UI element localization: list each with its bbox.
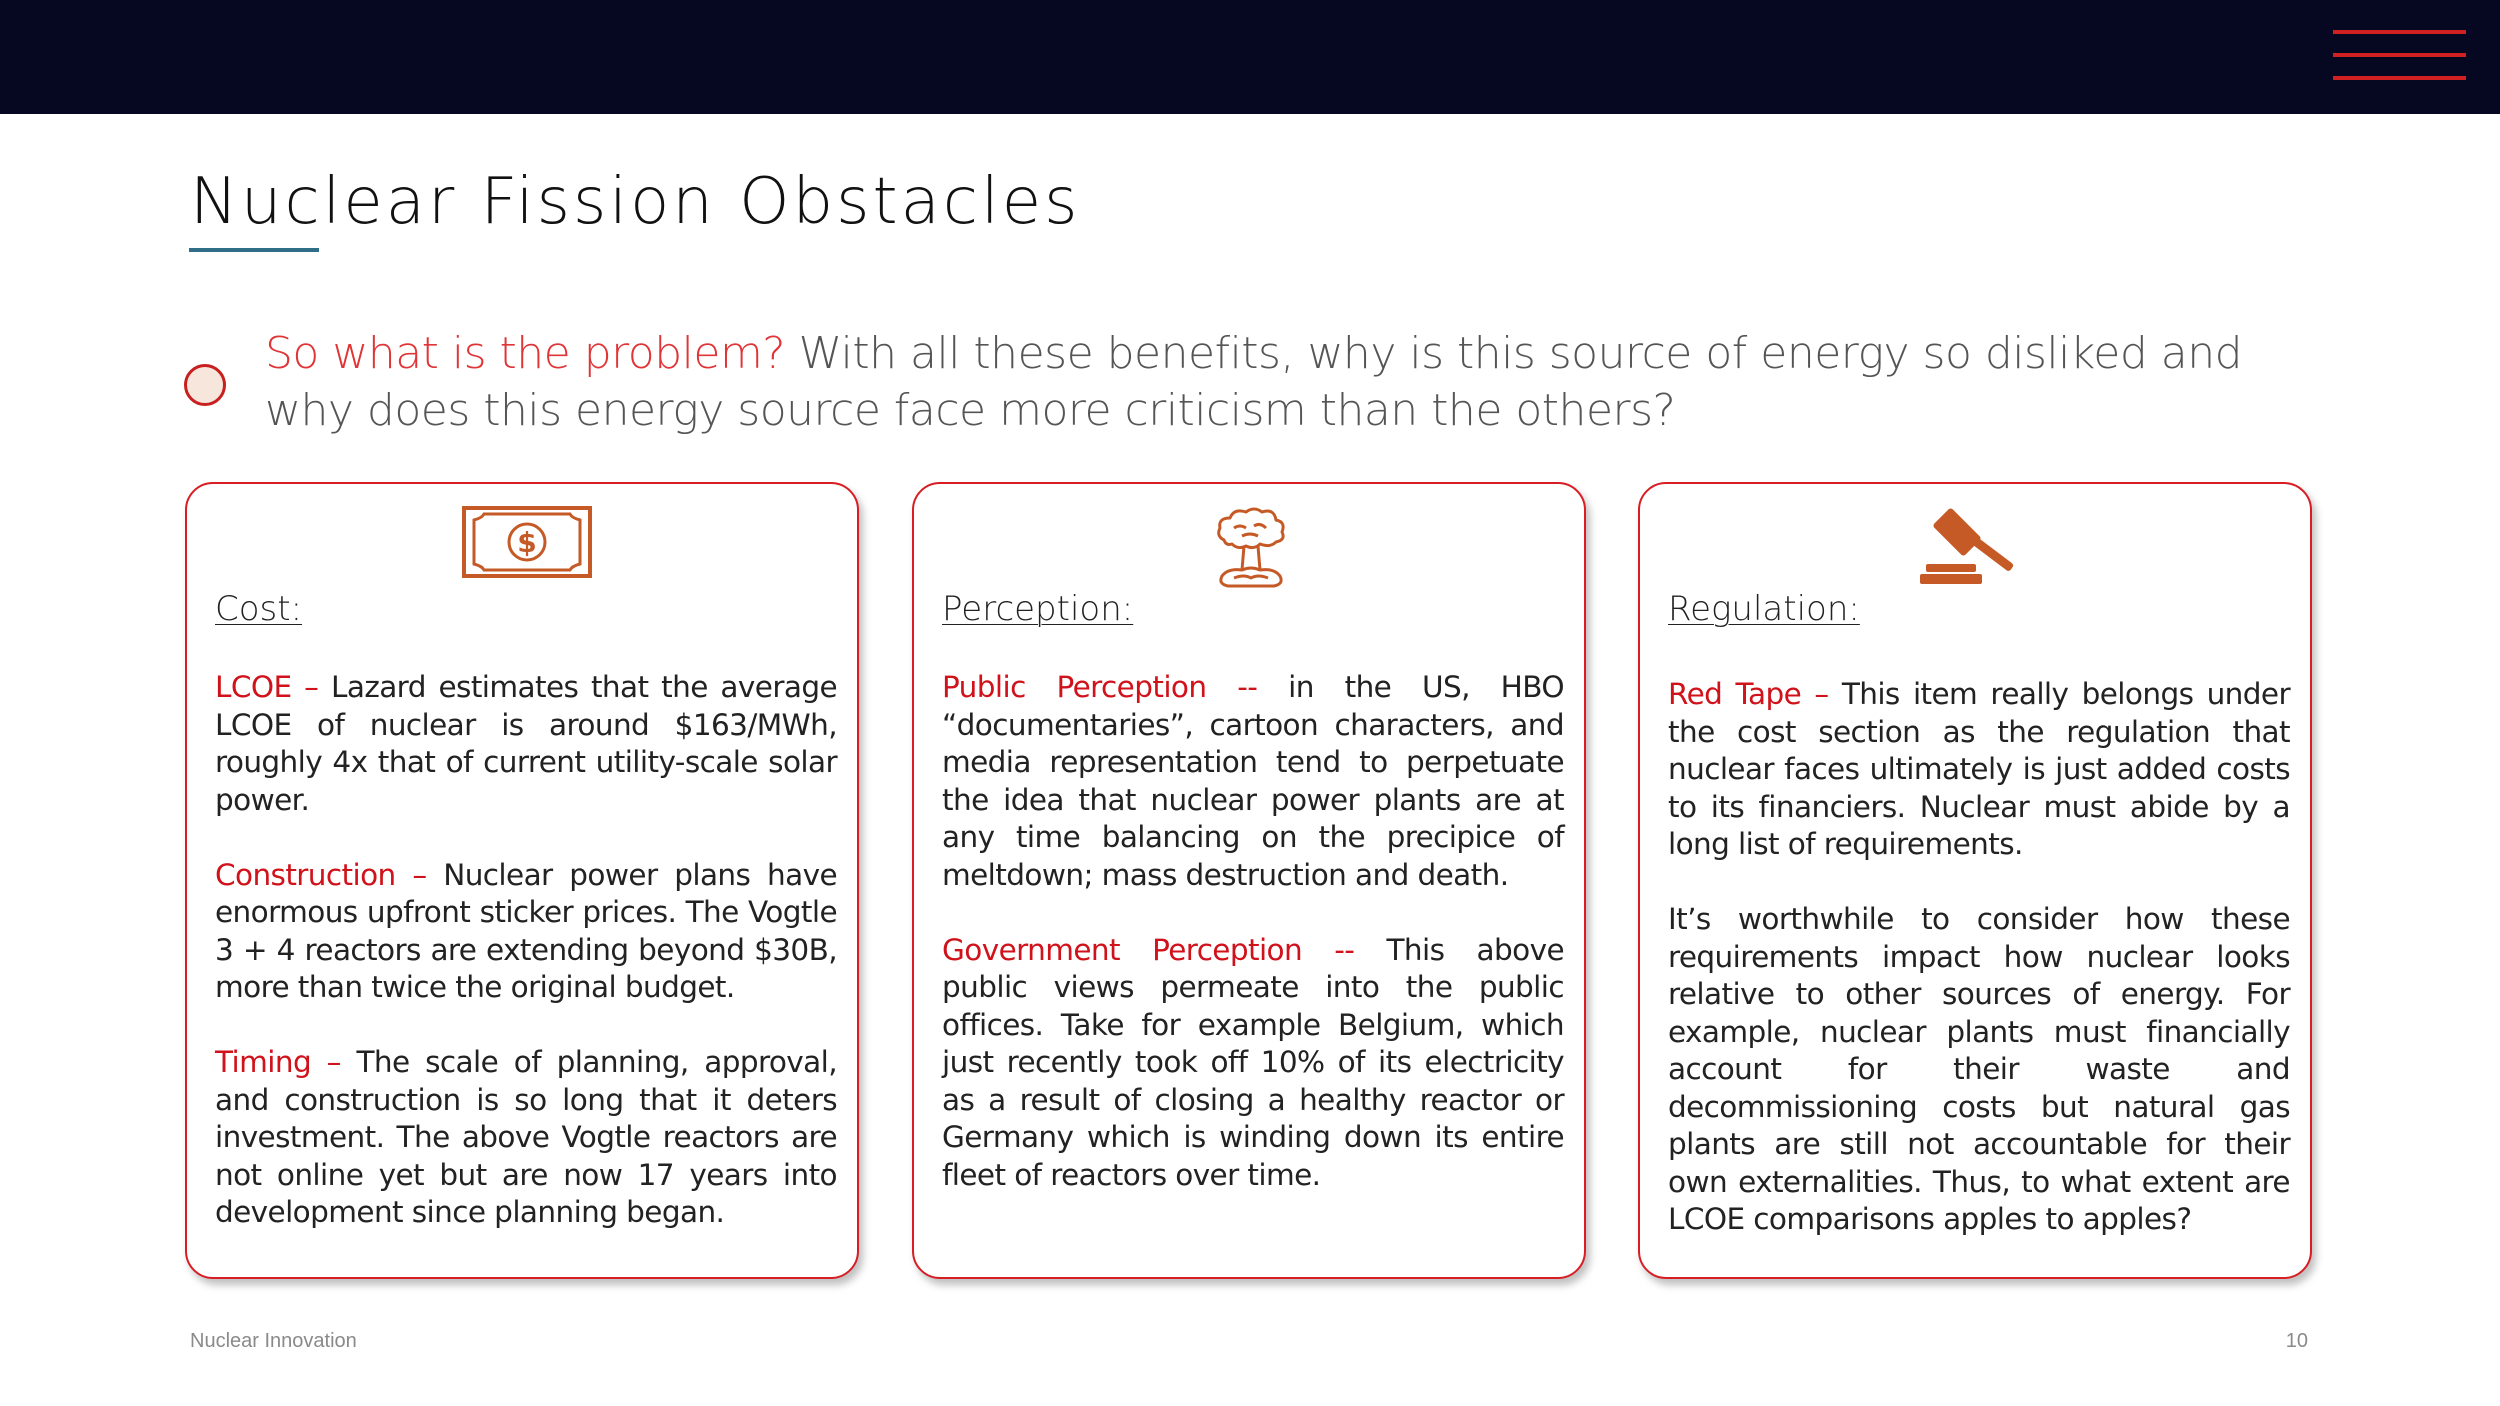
list-item: Public Perception -- in the US, HBO “documentaries”, cartoon characters, and media representation tend to perpetuate the idea that nuclear power plants are at any time balancing on the precipice of meltdown; mass destruction and death. bbox=[942, 670, 1564, 892]
list-item: It’s worthwhile to consider how these requirements impact how nuclear looks relative to other sources of energy. For example, nuclear plants must financially account for their waste and decommissioning costs but natural gas plants are still not accountable for their own externalities. Thus, to what extent are LCOE comparisons apples to apples? bbox=[1668, 902, 2290, 1236]
card-body bbox=[215, 669, 837, 1269]
question-rest: With all these benefits, why is this source of energy so disliked and why does this energy source face more criticism than the others? bbox=[265, 328, 2243, 436]
list-item: Timing – The scale of planning, approval, and construction is so long that it deters investment. The above Vogtle reactors are not online yet but are now 17 years into development since planning began. bbox=[215, 1045, 838, 1229]
list-item: LCOE – Lazard estimates that the average LCOE of nuclear is around $163/MWh, roughly 4x that of current utility-scale solar power. bbox=[215, 670, 837, 817]
title-underline bbox=[189, 248, 319, 252]
card-regulation bbox=[1638, 482, 2312, 1279]
page-number: 10 bbox=[2285, 1330, 2308, 1352]
bullet-circle-icon bbox=[184, 364, 226, 406]
gavel-icon bbox=[1920, 500, 2034, 586]
card-body bbox=[1668, 676, 2290, 1276]
svg-text:$: $ bbox=[517, 526, 537, 559]
list-item: Construction – Nuclear power plans have enormous upfront sticker prices. The Vogtle 3 + 4 reactors are extending beyond $30B, more than twice the original budget. bbox=[215, 857, 837, 1004]
footer-label: Nuclear Innovation bbox=[190, 1330, 357, 1352]
card-heading: Cost: bbox=[215, 589, 303, 629]
mushroom-cloud-icon bbox=[1214, 506, 1288, 592]
card-body bbox=[942, 669, 1564, 1232]
list-item: Government Perception -- This above public views permeate into the public offices. Take for example Belgium, which just recently took off 10% of its electricity as a result of closing a healthy reactor or Germany which is winding down its entire fleet of reactors over time. bbox=[942, 932, 1564, 1192]
question-text bbox=[265, 325, 2325, 439]
hamburger-menu-icon[interactable] bbox=[2333, 28, 2466, 82]
card-heading: Perception: bbox=[942, 589, 1134, 629]
card-perception bbox=[912, 482, 1586, 1279]
top-bar bbox=[0, 0, 2500, 114]
page-title: Nuclear Fission Obstacles bbox=[190, 165, 1081, 239]
question-highlight: So what is the problem? bbox=[265, 328, 786, 379]
card-heading: Regulation: bbox=[1668, 589, 1860, 629]
list-item: Red Tape – This item really belongs under the cost section as the regulation that nuclear faces ultimately is just added costs to its financiers. Nuclear must abide by a long list of requirements. bbox=[1668, 677, 2290, 861]
money-bill-icon bbox=[460, 504, 594, 580]
card-cost bbox=[185, 482, 859, 1279]
